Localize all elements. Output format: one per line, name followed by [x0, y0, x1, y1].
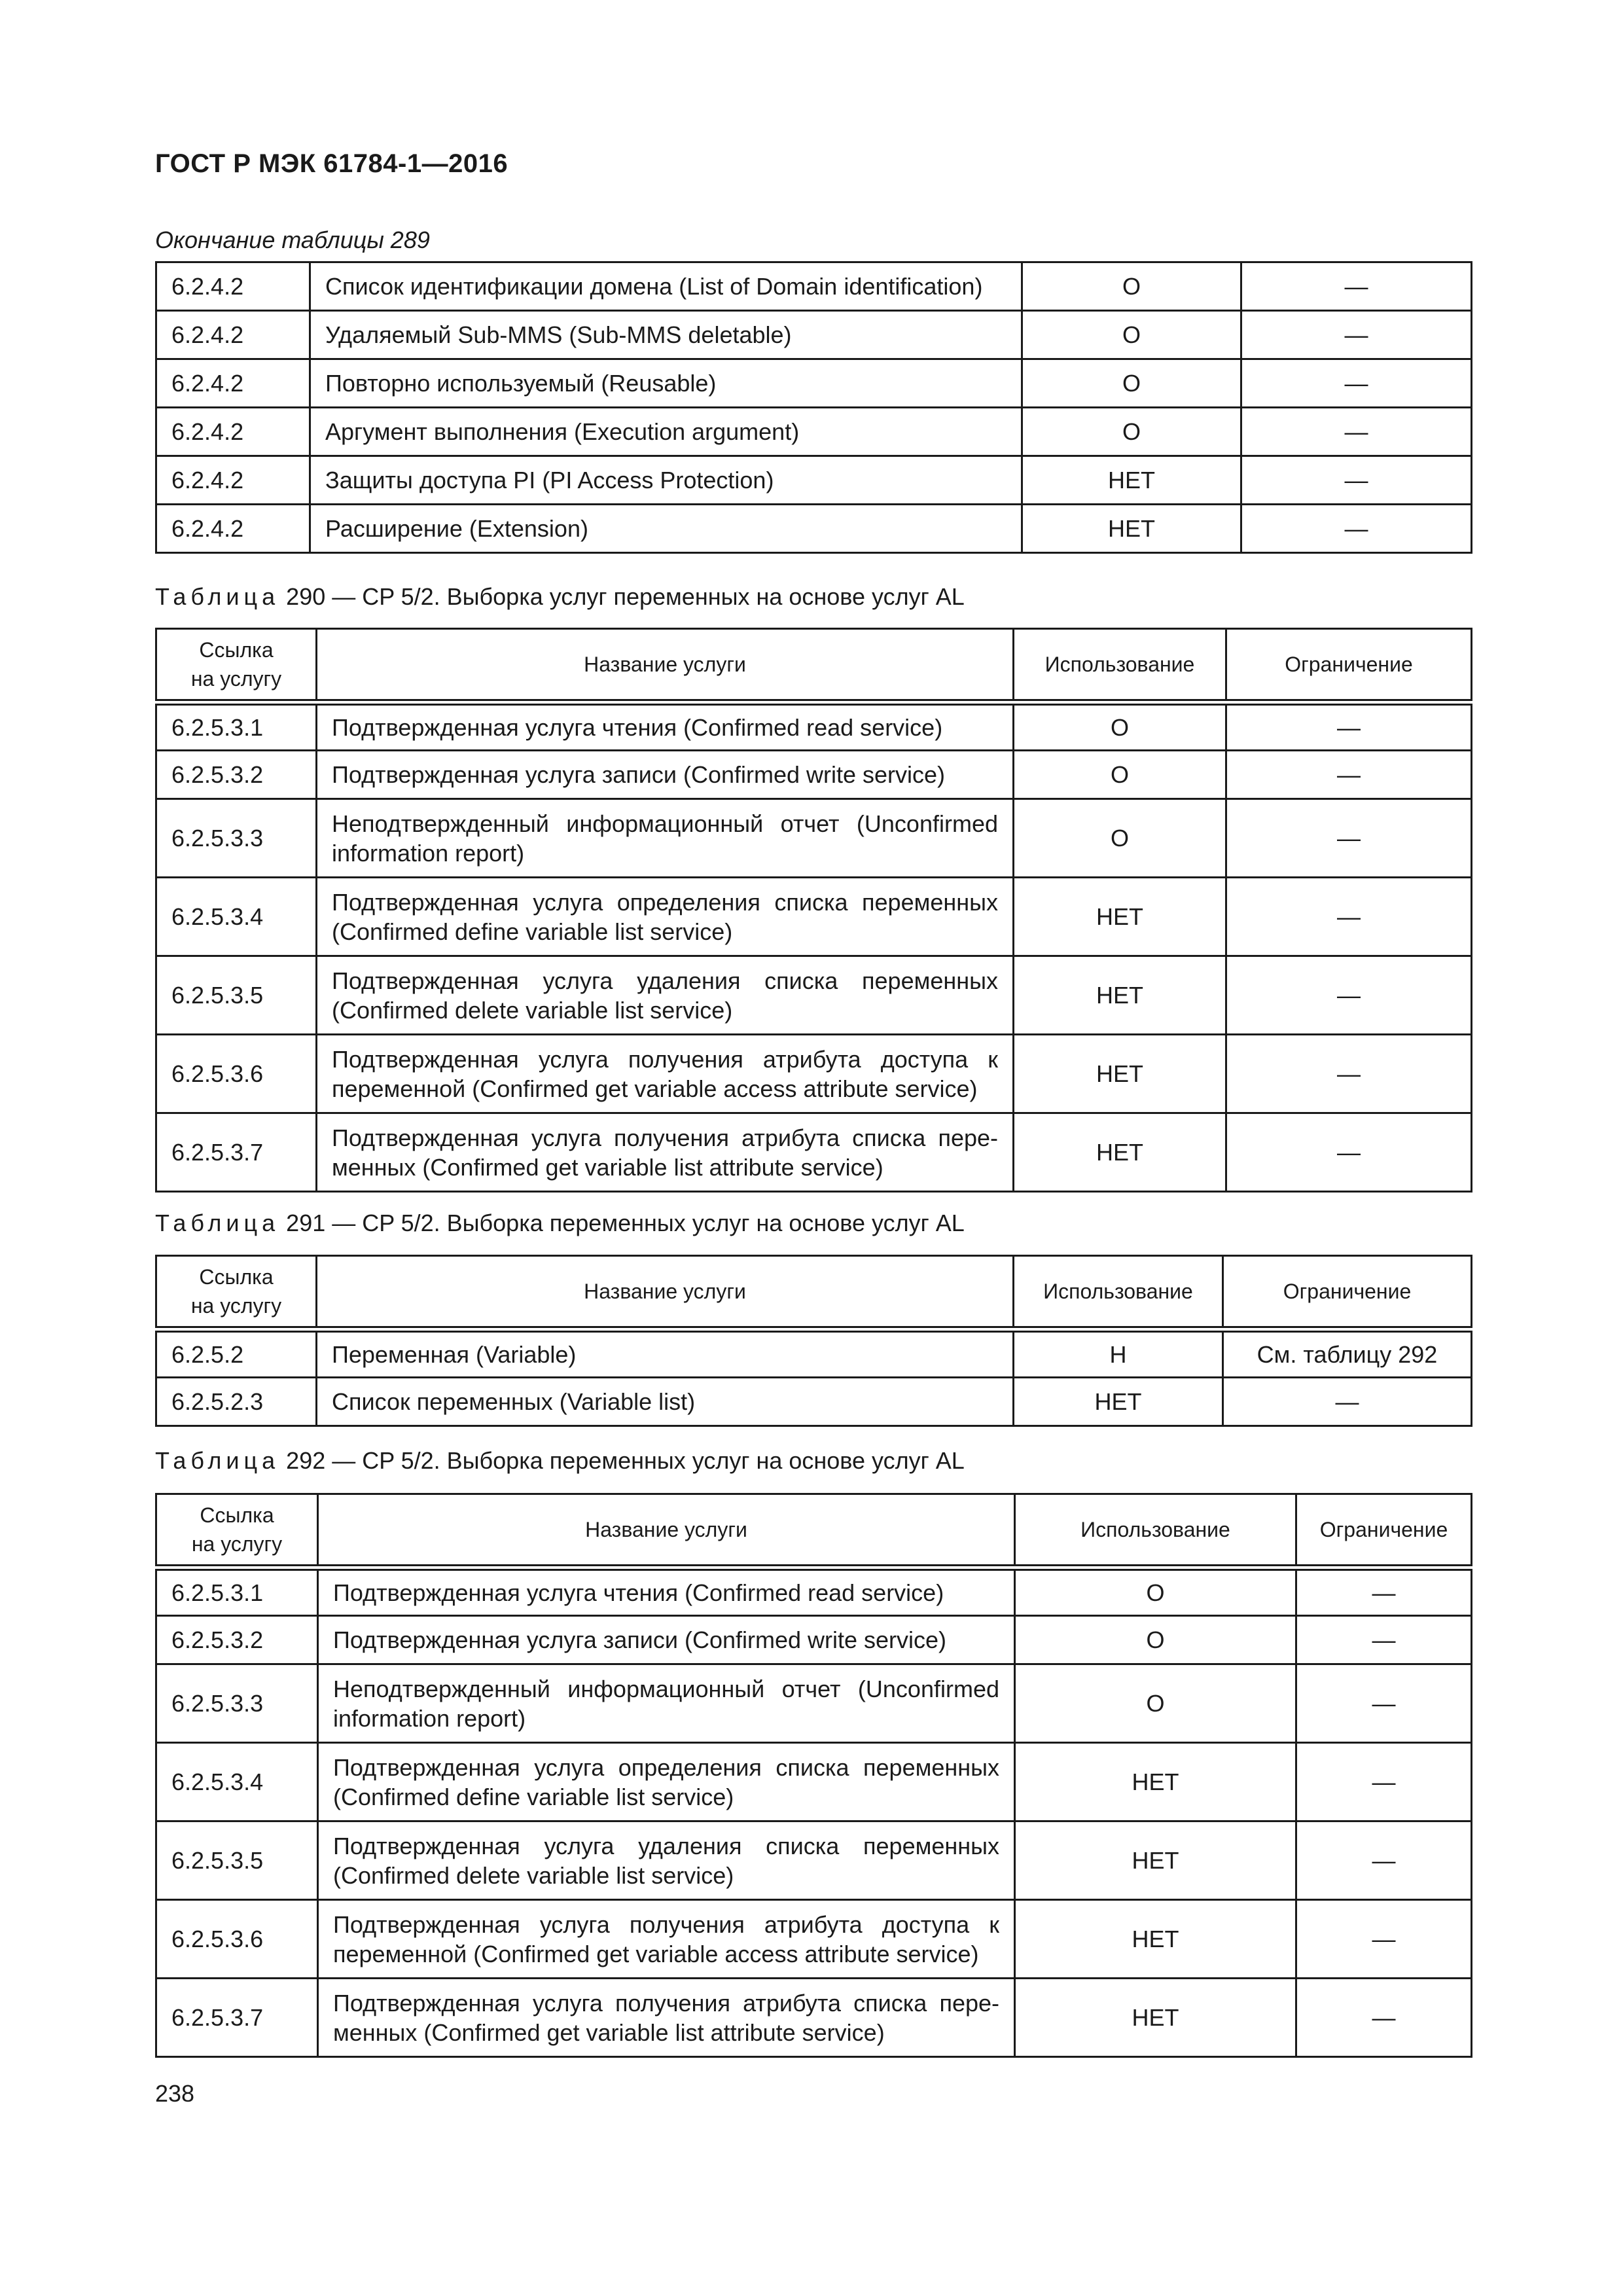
service-usage: НЕТ: [1014, 956, 1226, 1035]
service-name: Подтвержденная услуга определения списка переменных (Confirmed define variable list service): [317, 878, 1014, 956]
service-limit: —: [1241, 311, 1472, 359]
service-usage: НЕТ: [1015, 1821, 1296, 1900]
service-limit: —: [1241, 359, 1472, 408]
service-usage: О: [1022, 311, 1241, 359]
service-ref: 6.2.5.3.3: [156, 799, 317, 878]
service-usage: НЕТ: [1015, 1900, 1296, 1979]
service-ref: 6.2.4.2: [156, 456, 310, 505]
header-ref-line2: на услугу: [190, 1293, 282, 1318]
service-limit: —: [1296, 1616, 1472, 1664]
service-limit: —: [1241, 505, 1472, 553]
service-ref: 6.2.5.3.3: [156, 1664, 318, 1743]
service-name: Подтвержденная услуга чтения (Confirmed read service): [318, 1568, 1015, 1616]
table-row: [156, 1035, 1472, 1113]
service-ref: 6.2.5.3.5: [156, 956, 317, 1035]
service-usage: НЕТ: [1022, 505, 1241, 553]
service-name: Список переменных (Variable list): [317, 1378, 1014, 1426]
service-limit: —: [1296, 1821, 1472, 1900]
caption-text: 290 — CP 5/2. Выборка услуг переменных на основе услуг AL: [286, 583, 965, 610]
service-name: Подтвержденная услуга получения атрибута списка пере-менных (Confirmed get variable list attribute service): [318, 1979, 1015, 2057]
table-row: [156, 1616, 1472, 1664]
service-usage: О: [1014, 702, 1226, 751]
service-name: Неподтвержденный информационный отчет (Unconfirmed information report): [318, 1664, 1015, 1743]
column-header-limit: Ограничение: [1223, 1256, 1472, 1329]
table-291-caption: [155, 1210, 965, 1237]
service-usage: О: [1022, 359, 1241, 408]
table-289-continuation: [155, 261, 1472, 554]
service-name: Аргумент выполнения (Execution argument): [310, 408, 1022, 456]
table-row: [156, 1568, 1472, 1616]
service-name: Переменная (Variable): [317, 1329, 1014, 1378]
table-row: [156, 1821, 1472, 1900]
column-header-name: Название услуги: [317, 1256, 1014, 1329]
table-row: [156, 262, 1472, 311]
service-ref: 6.2.5.3.5: [156, 1821, 318, 1900]
table-row: [156, 1664, 1472, 1743]
service-usage: НЕТ: [1014, 878, 1226, 956]
service-usage: О: [1015, 1568, 1296, 1616]
service-usage: НЕТ: [1015, 1979, 1296, 2057]
table-row: [156, 311, 1472, 359]
service-usage: НЕТ: [1014, 1378, 1223, 1426]
service-ref: 6.2.5.3.6: [156, 1900, 318, 1979]
service-usage: О: [1022, 408, 1241, 456]
service-usage: НЕТ: [1022, 456, 1241, 505]
header-ref-line2: на услугу: [190, 666, 282, 691]
service-name: Удаляемый Sub-MMS (Sub-MMS deletable): [310, 311, 1022, 359]
service-limit: —: [1296, 1664, 1472, 1743]
column-header-ref: [156, 1256, 317, 1329]
service-limit: —: [1223, 1378, 1472, 1426]
service-limit: —: [1296, 1979, 1472, 2057]
table-row: [156, 359, 1472, 408]
page-number: 238: [155, 2080, 195, 2107]
service-usage: О: [1015, 1616, 1296, 1664]
service-name: Подтвержденная услуга определения списка переменных (Confirmed define variable list service): [318, 1743, 1015, 1821]
column-header-limit: Ограничение: [1226, 629, 1472, 702]
service-limit: —: [1241, 456, 1472, 505]
table-header-row: [156, 1256, 1472, 1329]
service-name: Повторно используемый (Reusable): [310, 359, 1022, 408]
column-header-limit: Ограничение: [1296, 1494, 1472, 1568]
service-ref: 6.2.5.3.1: [156, 702, 317, 751]
column-header-name: Название услуги: [317, 629, 1014, 702]
service-name: Подтвержденная услуга получения атрибута доступа к переменной (Confirmed get variable access attribute service): [317, 1035, 1014, 1113]
service-usage: НЕТ: [1015, 1743, 1296, 1821]
column-header-name: Название услуги: [318, 1494, 1015, 1568]
service-name: Подтвержденная услуга записи (Confirmed write service): [318, 1616, 1015, 1664]
service-name: Подтвержденная услуга получения атрибута списка пере-менных (Confirmed get variable list attribute service): [317, 1113, 1014, 1192]
column-header-usage: Использование: [1015, 1494, 1296, 1568]
service-limit: См. таблицу 292: [1223, 1329, 1472, 1378]
service-limit: —: [1296, 1743, 1472, 1821]
header-ref-line1: Ссылка: [199, 637, 274, 662]
service-name: Неподтвержденный информационный отчет (Unconfirmed information report): [317, 799, 1014, 878]
service-ref: 6.2.4.2: [156, 359, 310, 408]
service-limit: —: [1241, 408, 1472, 456]
table-header-row: [156, 1494, 1472, 1568]
service-usage: О: [1014, 751, 1226, 799]
table-292: [155, 1493, 1472, 2058]
service-limit: —: [1226, 1035, 1472, 1113]
column-header-ref: [156, 629, 317, 702]
table-row: [156, 878, 1472, 956]
table-row: [156, 751, 1472, 799]
service-name: Подтвержденная услуга чтения (Confirmed read service): [317, 702, 1014, 751]
service-name: Подтвержденная услуга записи (Confirmed write service): [317, 751, 1014, 799]
table-row: [156, 456, 1472, 505]
table-header-row: [156, 629, 1472, 702]
service-ref: 6.2.5.3.6: [156, 1035, 317, 1113]
service-limit: —: [1226, 751, 1472, 799]
service-limit: —: [1226, 702, 1472, 751]
table-292-caption: [155, 1447, 965, 1475]
service-limit: —: [1226, 956, 1472, 1035]
service-usage: О: [1015, 1664, 1296, 1743]
service-usage: Н: [1014, 1329, 1223, 1378]
table-row: [156, 505, 1472, 553]
service-name: Подтвержденная услуга удаления списка переменных (Confirmed delete variable list service): [318, 1821, 1015, 1900]
caption-word: Таблица: [155, 583, 280, 610]
table-row: [156, 408, 1472, 456]
service-name: Подтвержденная услуга удаления списка переменных (Confirmed delete variable list service): [317, 956, 1014, 1035]
service-usage: НЕТ: [1014, 1035, 1226, 1113]
service-usage: НЕТ: [1014, 1113, 1226, 1192]
column-header-usage: Использование: [1014, 1256, 1223, 1329]
table-290: [155, 628, 1472, 1193]
service-limit: —: [1226, 1113, 1472, 1192]
table-row: [156, 1900, 1472, 1979]
service-limit: —: [1296, 1568, 1472, 1616]
service-ref: 6.2.5.3.7: [156, 1113, 317, 1192]
table-290-caption: [155, 583, 965, 611]
header-ref-line1: Ссылка: [199, 1265, 274, 1289]
table-row: [156, 799, 1472, 878]
service-ref: 6.2.5.3.7: [156, 1979, 318, 2057]
service-ref: 6.2.4.2: [156, 311, 310, 359]
header-ref-line2: на услугу: [191, 1532, 283, 1556]
caption-word: Таблица: [155, 1210, 280, 1236]
service-ref: 6.2.5.3.2: [156, 751, 317, 799]
service-ref: 6.2.5.2.3: [156, 1378, 317, 1426]
service-limit: —: [1226, 799, 1472, 878]
service-ref: 6.2.5.3.4: [156, 1743, 318, 1821]
caption-text: 292 — CP 5/2. Выборка переменных услуг на основе услуг AL: [286, 1447, 965, 1474]
service-ref: 6.2.4.2: [156, 262, 310, 311]
caption-text: 291 — CP 5/2. Выборка переменных услуг на основе услуг AL: [286, 1210, 965, 1236]
service-usage: О: [1014, 799, 1226, 878]
service-ref: 6.2.5.3.1: [156, 1568, 318, 1616]
table-row: [156, 956, 1472, 1035]
service-ref: 6.2.5.2: [156, 1329, 317, 1378]
service-name: Список идентификации домена (List of Domain identification): [310, 262, 1022, 311]
header-ref-line1: Ссылка: [200, 1503, 274, 1527]
service-ref: 6.2.5.3.2: [156, 1616, 318, 1664]
column-header-usage: Использование: [1014, 629, 1226, 702]
service-limit: —: [1241, 262, 1472, 311]
table-row: [156, 702, 1472, 751]
document-code-header: ГОСТ Р МЭК 61784-1—2016: [155, 149, 508, 178]
table-row: [156, 1378, 1472, 1426]
service-limit: —: [1296, 1900, 1472, 1979]
service-ref: 6.2.4.2: [156, 408, 310, 456]
table-row: [156, 1329, 1472, 1378]
caption-word: Таблица: [155, 1447, 280, 1474]
service-ref: 6.2.4.2: [156, 505, 310, 553]
service-limit: —: [1226, 878, 1472, 956]
table-291: [155, 1255, 1472, 1427]
table-row: [156, 1743, 1472, 1821]
table-row: [156, 1113, 1472, 1192]
service-usage: О: [1022, 262, 1241, 311]
table-289-continuation-caption: Окончание таблицы 289: [155, 226, 430, 253]
column-header-ref: [156, 1494, 318, 1568]
service-name: Защиты доступа PI (PI Access Protection): [310, 456, 1022, 505]
service-name: Подтвержденная услуга получения атрибута доступа к переменной (Confirmed get variable access attribute service): [318, 1900, 1015, 1979]
table-row: [156, 1979, 1472, 2057]
service-name: Расширение (Extension): [310, 505, 1022, 553]
service-ref: 6.2.5.3.4: [156, 878, 317, 956]
